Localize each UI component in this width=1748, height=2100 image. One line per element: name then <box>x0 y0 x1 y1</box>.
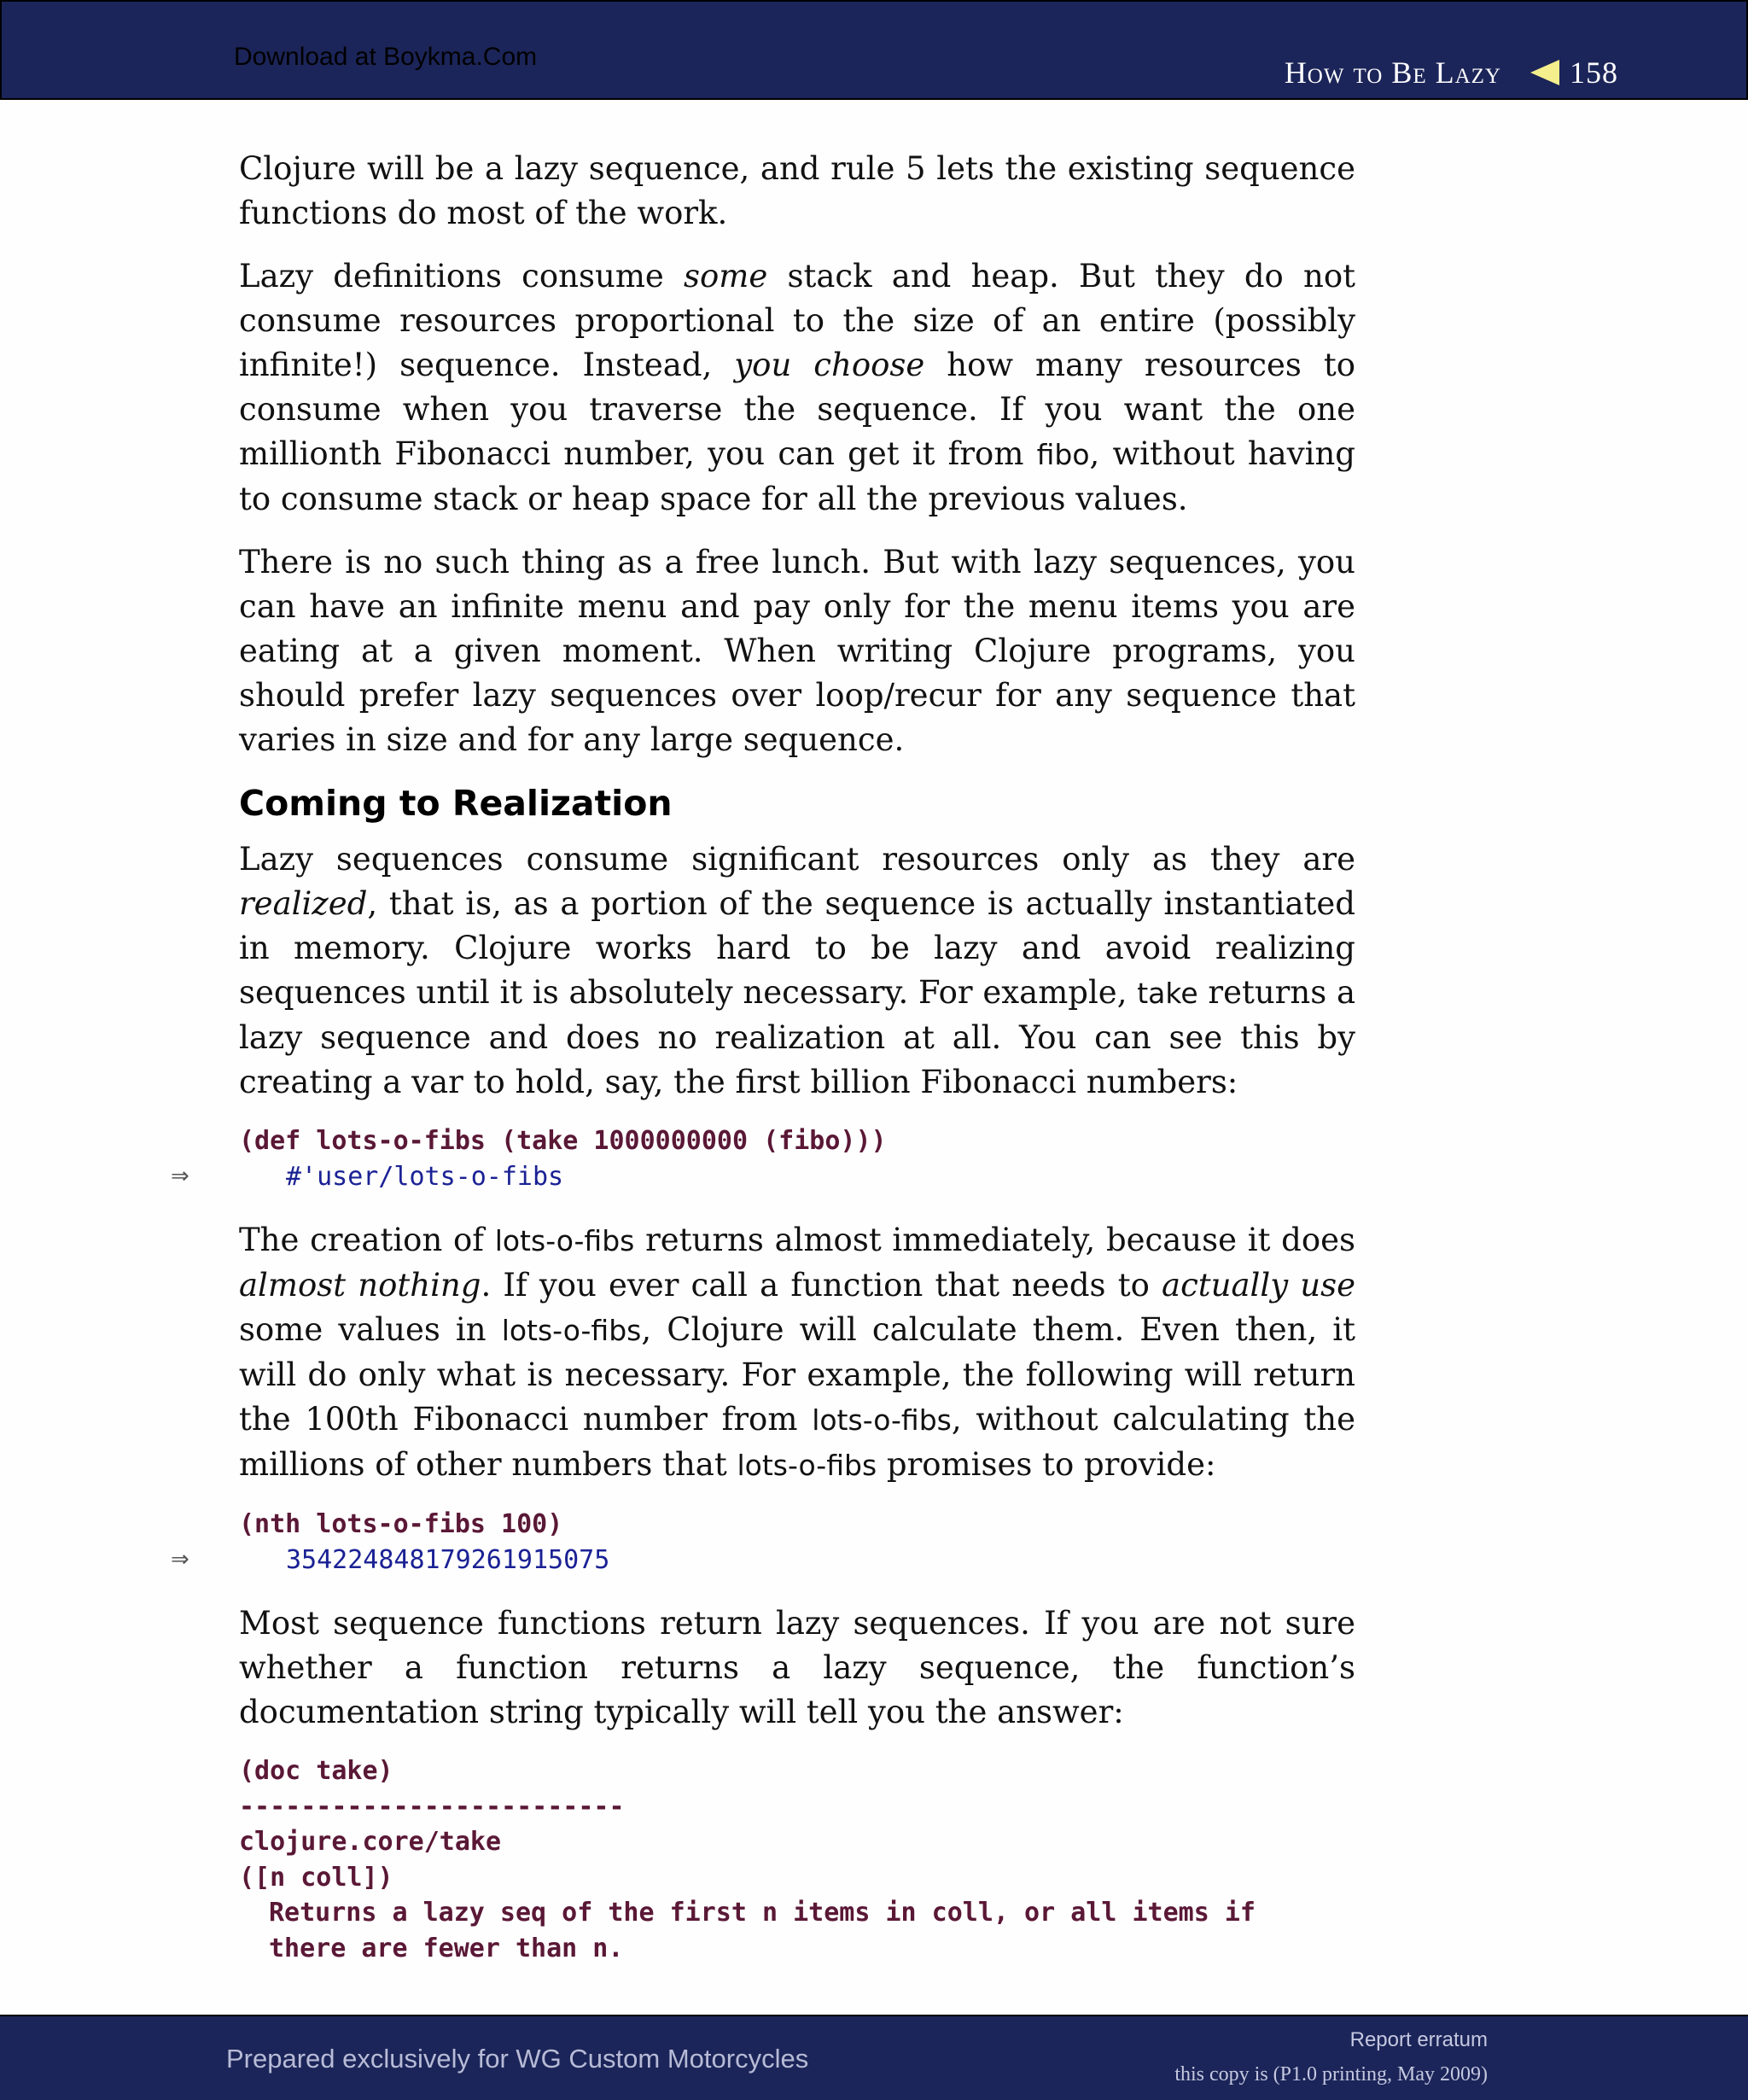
section-title: How to Be Lazy <box>1284 55 1501 90</box>
paragraph-2: Lazy definitions consume some stack and heap. But they do not consume resources proportional to the size of an entire (possibly infinite!) sequence. Instead, you choose how many resources to consume when you traverse the sequence. If you want the one millionth Fibonacci number, you can get it from fibo, without having to consume stack or heap space for all the previous values. <box>239 258 1355 517</box>
code-line: ([n coll]) <box>239 1862 393 1893</box>
watermark-text: Download at Boykma.Com <box>234 43 538 71</box>
code-block-2 <box>171 1507 1355 1578</box>
inline-code: take <box>1137 977 1198 1010</box>
code-line: there are fewer than n. <box>269 1933 624 1963</box>
code-output: ⇒ 354224848179261915075 <box>239 1543 1355 1578</box>
inline-code: lots-o-fibs <box>494 1224 635 1257</box>
running-head <box>1285 55 1618 90</box>
previous-page-arrow-icon[interactable] <box>1530 60 1559 85</box>
report-erratum-link[interactable]: Report erratum <box>1349 2028 1488 2051</box>
section-heading: Coming to Realization <box>239 783 673 824</box>
inline-code: lots-o-fibs <box>812 1403 952 1437</box>
paragraph-4: Lazy sequences consume significant resources only as they are realized, that is, as a portion of the sequence is actually instantiated in memory. Clojure works hard to be lazy and avoid realizing sequences until it is absolutely necessary. For example, take returns a lazy sequence and does no realization at all. You can see this by creating a var to hold, say, the first billion Fibonacci numbers: <box>239 841 1356 1100</box>
page-number: 158 <box>1570 55 1618 90</box>
paragraph-5: The creation of lots-o-fibs returns almost immediately, because it does almost nothing. If you ever call a function that needs to actually use some values in lots-o-fibs, Clojure will calculate them. Even then, it will do only what is necessary. For example, the following will return the 100th Fibonacci number from lots-o-fibs, without calculating the millions of other numbers that lots-o-fibs promises to provide: <box>239 1222 1356 1483</box>
inline-code: lots-o-fibs <box>501 1314 642 1347</box>
inline-code: fibo <box>1036 438 1090 471</box>
prepared-for-text: Prepared exclusively for WG Custom Motorcycles <box>226 2044 809 2074</box>
paragraph-1: Clojure will be a lazy sequence, and rule 5 lets the existing sequence functions do most of the work. <box>239 150 1355 231</box>
page-content <box>171 147 1356 1990</box>
code-input: (nth lots-o-fibs 100) <box>239 1509 563 1539</box>
code-block-3 <box>239 1753 1355 1966</box>
code-line: (doc take) <box>239 1756 393 1786</box>
result-arrow-icon: ⇒ <box>171 1163 189 1189</box>
code-line: ------------------------- <box>239 1791 625 1822</box>
code-output: ⇒ #'user/lots-o-fibs <box>239 1159 1355 1195</box>
printing-info: this copy is (P1.0 printing, May 2009) <box>1174 2063 1488 2085</box>
page-header <box>0 0 1748 100</box>
inline-code: lots-o-fibs <box>737 1449 877 1482</box>
code-line: clojure.core/take <box>239 1827 502 1857</box>
paragraph-6: Most sequence functions return lazy sequences. If you are not sure whether a function returns a lazy sequence, the function’s documentation string typically will tell you the answer: <box>239 1605 1355 1730</box>
page-footer <box>0 2015 1748 2100</box>
code-block-1 <box>171 1123 1355 1194</box>
code-line: Returns a lazy seq of the first n items in coll, or all items if <box>269 1898 1256 1928</box>
result-arrow-icon: ⇒ <box>171 1546 189 1572</box>
code-input: (def lots-o-fibs (take 1000000000 (fibo))) <box>239 1126 887 1156</box>
paragraph-3: There is no such thing as a free lunch. But with lazy sequences, you can have an infinite menu and pay only for the menu items you are eating at a given moment. When writing Clojure programs, you should prefer lazy sequences over loop/recur for any sequence that varies in size and for any large sequence. <box>239 544 1355 758</box>
